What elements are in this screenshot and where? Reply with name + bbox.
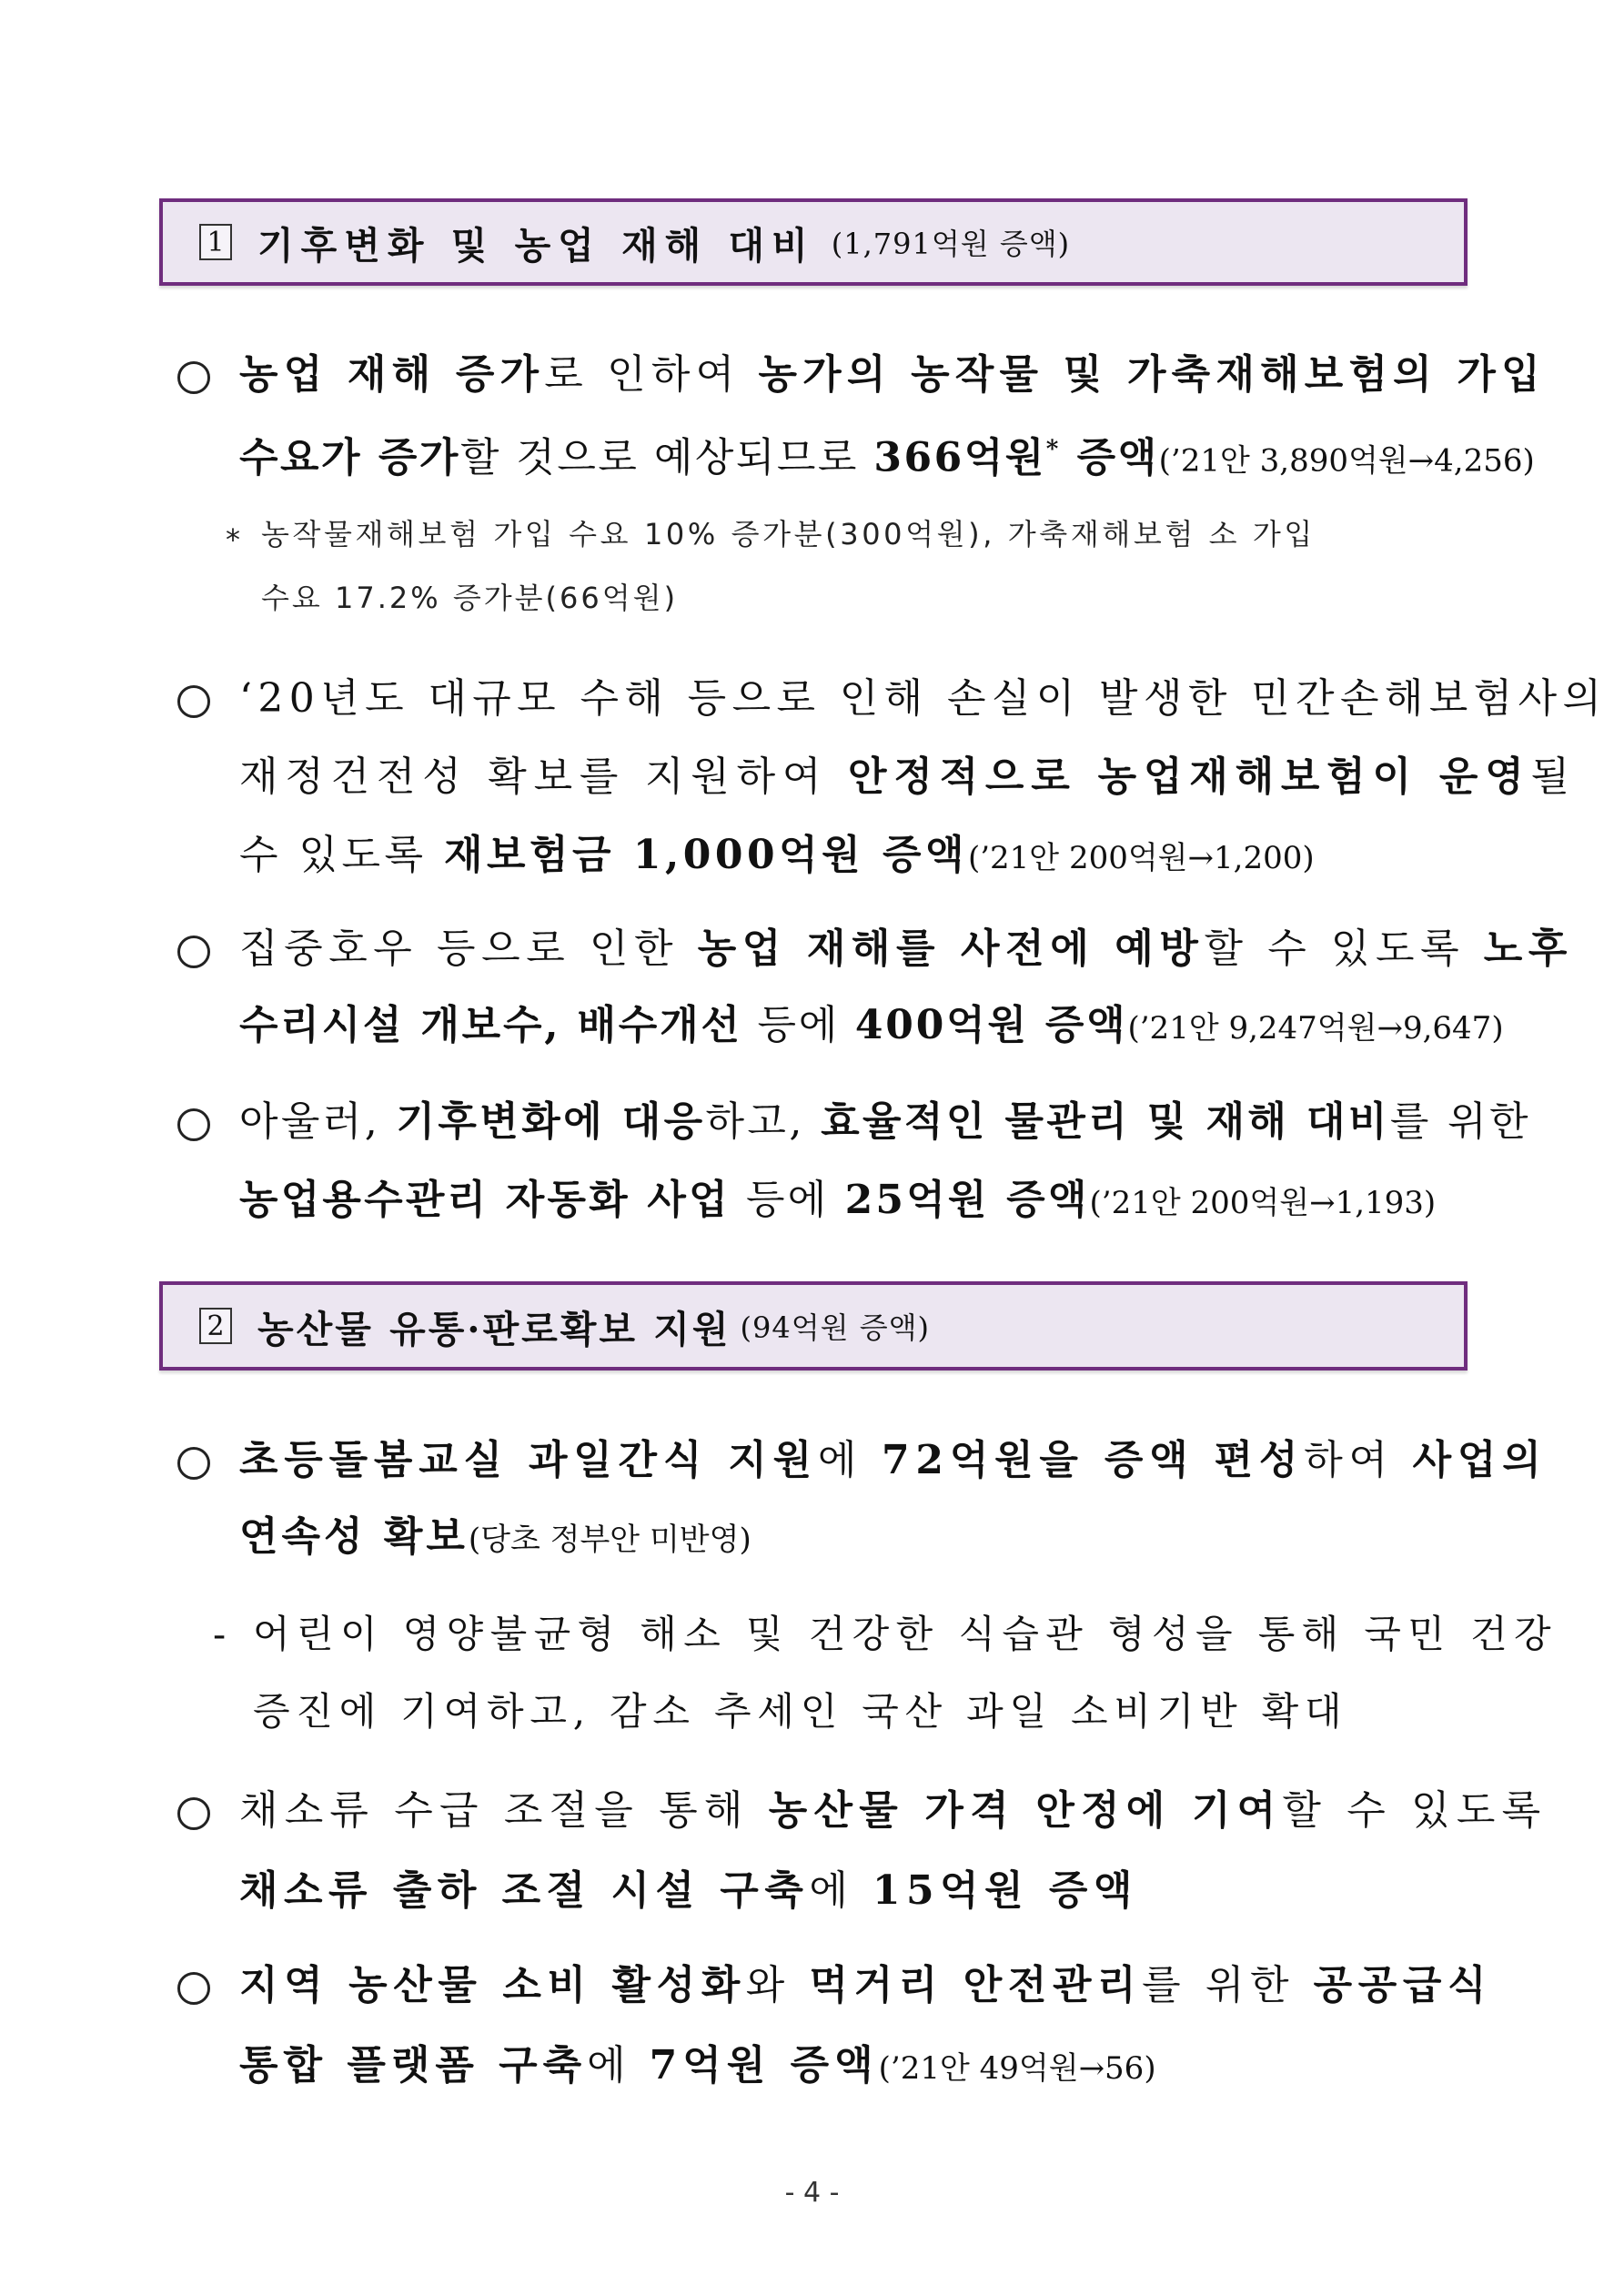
section-number-box: 2 bbox=[199, 1308, 232, 1344]
body-text: 를 위한 bbox=[1389, 1098, 1531, 1145]
item-line bbox=[239, 1510, 751, 1567]
body-text: 집중호우 등으로 인한 bbox=[239, 925, 698, 972]
section-budget-note: (1,791억원 증액) bbox=[831, 227, 1071, 261]
section-header-1 bbox=[159, 198, 1468, 286]
footnote-line: 농작물재해보험 가입 수요 10% 증가분(300억원), 가축재해보험 소 가입 bbox=[261, 517, 1316, 551]
circle-bullet-icon bbox=[177, 936, 210, 968]
budget-change-note: (’21안 200억원→1,193) bbox=[1089, 1185, 1437, 1221]
item-line bbox=[239, 1784, 1547, 1838]
item-line bbox=[239, 750, 1577, 804]
amount-text: 25억원 증액 bbox=[844, 1177, 1090, 1223]
page-number: - 4 - bbox=[784, 2177, 840, 2209]
emphasis-text: 농업용수관리 자동화 사업 bbox=[239, 1177, 731, 1223]
emphasis-text: 증액 bbox=[1060, 434, 1159, 481]
emphasis-text: 연속성 확보 bbox=[239, 1513, 469, 1560]
item-line bbox=[239, 1864, 1138, 1918]
body-text: 아울러, bbox=[239, 1098, 397, 1145]
item-line bbox=[239, 672, 1607, 726]
emphasis-text: 효율적인 물관리 및 재해 대비 bbox=[821, 1098, 1390, 1145]
item-line bbox=[239, 828, 1315, 885]
emphasis-text: 안정적으로 농업재해보험이 운영 bbox=[848, 754, 1531, 800]
emphasis-text: 공공급식 bbox=[1313, 1962, 1493, 2008]
item-line bbox=[239, 1173, 1436, 1230]
emphasis-text: 지역 농산물 소비 활성화 bbox=[239, 1962, 746, 2008]
footnote-mark: * bbox=[226, 522, 243, 557]
emphasis-text: 기후변화에 대응 bbox=[396, 1098, 706, 1145]
circle-bullet-icon bbox=[177, 1108, 210, 1141]
emphasis-text: 노후 bbox=[1483, 925, 1573, 972]
circle-bullet-icon bbox=[177, 1797, 210, 1830]
body-text: 하고, bbox=[705, 1098, 822, 1145]
budget-change-note: (당초 정부안 미반영) bbox=[468, 1522, 751, 1558]
section-title: 기후변화 및 농업 재해 대비 bbox=[257, 223, 815, 268]
detail-line: 증진에 기여하고, 감소 추세인 국산 과일 소비기반 확대 bbox=[253, 1689, 1348, 1734]
dash-mark: - bbox=[213, 1612, 227, 1656]
emphasis-text: 수요가 증가 bbox=[239, 434, 460, 481]
body-text: 채소류 수급 조절을 통해 bbox=[239, 1787, 769, 1834]
emphasis-text: 수리시설 개보수, 배수개선 bbox=[239, 1002, 742, 1048]
body-text: 등에 bbox=[741, 1002, 855, 1048]
body-text: 하여 bbox=[1304, 1437, 1413, 1483]
item-line bbox=[239, 922, 1573, 976]
body-text: 할 수 있도록 bbox=[1204, 925, 1484, 972]
body-text: 등에 bbox=[730, 1177, 845, 1223]
amount-text: 366억원 bbox=[873, 434, 1046, 481]
body-text: 에 bbox=[587, 2042, 650, 2089]
body-text: 에 bbox=[809, 1867, 873, 1914]
emphasis-text: 초등돌봄교실 과일간식 지원 bbox=[239, 1437, 818, 1483]
budget-change-note: (’21안 9,247억원→9,647) bbox=[1127, 1010, 1504, 1047]
section-header-2 bbox=[159, 1281, 1468, 1371]
body-text: 로 인하여 bbox=[544, 351, 759, 398]
body-text: 될 bbox=[1530, 754, 1577, 800]
body-text: ‘20년도 대규모 수해 등으로 인해 손실이 발생한 민간손해보험사의 bbox=[239, 675, 1608, 722]
body-text: 를 위한 bbox=[1142, 1962, 1314, 2008]
footnote-line: 수요 17.2% 증가분(66억원) bbox=[261, 581, 679, 615]
item-line bbox=[239, 2038, 1156, 2096]
emphasis-text: 농업 재해를 사전에 예방 bbox=[697, 925, 1205, 972]
section-number-box: 1 bbox=[199, 224, 232, 260]
item-line bbox=[239, 1433, 1548, 1488]
circle-bullet-icon bbox=[177, 361, 210, 394]
emphasis-text: 농업 재해 증가 bbox=[239, 351, 545, 398]
emphasis-text: 먹거리 안전관리 bbox=[809, 1962, 1143, 2008]
emphasis-text: 채소류 출하 조절 시설 구축 bbox=[239, 1867, 810, 1914]
body-text: 와 bbox=[745, 1962, 810, 2008]
item-line bbox=[239, 1095, 1531, 1149]
emphasis-text: 사업의 bbox=[1412, 1437, 1548, 1483]
section-title: 농산물 유통·판로확보 지원 bbox=[257, 1307, 731, 1351]
detail-line: 어린이 영양불균형 해소 및 건강한 식습관 형성을 통해 국민 건강 bbox=[253, 1612, 1558, 1656]
emphasis-text: 통합 플랫폼 구축 bbox=[239, 2042, 588, 2089]
footnote-marker: * bbox=[1045, 436, 1061, 463]
amount-text: 7억원 증액 bbox=[649, 2042, 879, 2089]
budget-change-note: (’21안 49억원→56) bbox=[878, 2050, 1156, 2087]
body-text: 할 수 있도록 bbox=[1282, 1787, 1548, 1834]
body-text: 재정건전성 확보를 지원하여 bbox=[239, 754, 849, 800]
amount-text: 15억원 증액 bbox=[872, 1867, 1138, 1914]
item-line bbox=[239, 348, 1546, 402]
budget-change-note: (’21안 200억원→1,200) bbox=[967, 840, 1315, 876]
emphasis-text: 농가의 농작물 및 가축재해보험의 가입 bbox=[758, 351, 1546, 398]
item-line bbox=[239, 422, 1535, 489]
emphasis-text: 재보험금 1,000억원 증액 bbox=[444, 832, 968, 878]
body-text: 수 있도록 bbox=[239, 832, 444, 878]
circle-bullet-icon bbox=[177, 1972, 210, 2005]
budget-change-note: (’21안 3,890억원→4,256) bbox=[1158, 442, 1535, 480]
circle-bullet-icon bbox=[177, 685, 210, 718]
body-text: 할 것으로 예상되므로 bbox=[459, 434, 874, 481]
amount-text: 72억원을 증액 편성 bbox=[881, 1437, 1305, 1483]
circle-bullet-icon bbox=[177, 1447, 210, 1480]
body-text: 에 bbox=[817, 1437, 882, 1483]
emphasis-text: 농산물 가격 안정에 기여 bbox=[768, 1787, 1283, 1834]
item-line bbox=[239, 1958, 1492, 2013]
item-line bbox=[239, 998, 1504, 1056]
amount-text: 400억원 증액 bbox=[854, 1002, 1128, 1048]
section-budget-note: (94억원 증액) bbox=[740, 1310, 931, 1345]
